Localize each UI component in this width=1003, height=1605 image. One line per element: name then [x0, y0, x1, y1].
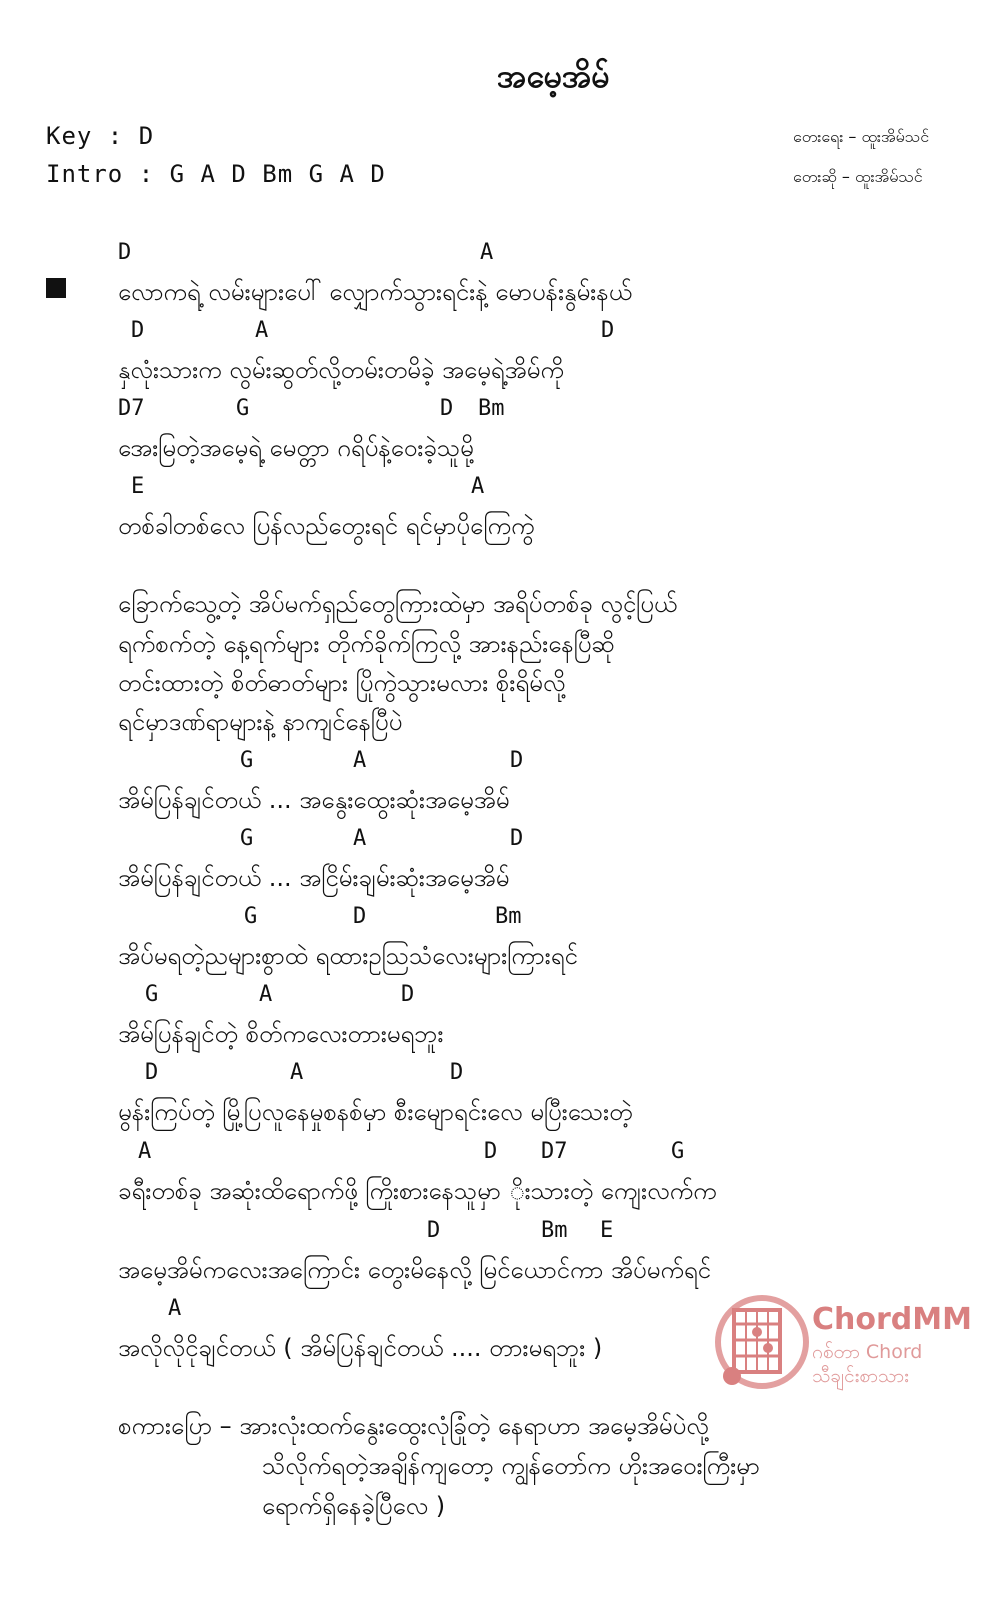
chord: G [145, 982, 159, 1007]
chord: D [131, 318, 145, 343]
chord: A [255, 318, 269, 343]
chord: D7 [118, 396, 145, 421]
chord: D [440, 396, 454, 421]
lyric-line: အိမ်ပြန်ချင်တဲ့ စိတ်ကလေးတားမရဘူး [118, 1020, 444, 1048]
chord: A [353, 826, 367, 851]
lyric-line: တင်းထားတဲ့ စိတ်ဓာတ်များ ပြိုကွဲသွားမလား စိုးရိမ်လို့ [118, 669, 566, 697]
intro-chords: Intro : G A D Bm G A D [46, 160, 386, 188]
song-title: အမေ့အိမ် [497, 57, 610, 95]
credit-singer: တေးဆို – ထူးအိမ်သင် [793, 167, 923, 186]
lyric-line: လောကရဲ့ လမ်းများပေါ် လျှောက်သွားရင်းနဲ့ မောပန်းနွမ်းနယ် [118, 278, 632, 306]
lyric-line: ရင်မှာဒဏ်ရာများနဲ့ နာကျင်နေပြီပဲ [118, 708, 403, 736]
lyric-line: ခြောက်သွေ့တဲ့ အိပ်မက်ရှည်တွေကြားထဲမှာ အရိပ်တစ်ခု လွင့်ပြယ် [118, 590, 678, 618]
guitar-chart-icon [712, 1292, 812, 1392]
chord: D [118, 240, 132, 265]
chord: G [671, 1139, 685, 1164]
chord: D7 [541, 1139, 568, 1164]
spoken-line: ရောက်ရှိနေခဲ့ပြီလေ ) [262, 1492, 446, 1520]
lyric-line: အိမ်ပြန်ချင်တယ် ... အနွေးထွေးဆုံးအမေ့အိမ် [118, 786, 510, 814]
logo-subtitle: ဂစ်တာ Chord [812, 1341, 923, 1363]
chord: D [510, 748, 524, 773]
spoken-line: သိလိုက်ရတဲ့အချိန်ကျတော့ ကျွန်တော်က ဟိုးအဝေးကြီးမှာ [262, 1452, 760, 1480]
lyric-line: အိမ်ပြန်ချင်တယ် ... အငြိမ်းချမ်းဆုံးအမေ့အိမ် [118, 864, 510, 892]
chord: D [601, 318, 615, 343]
song-key: Key : D [46, 122, 155, 150]
chord: D [427, 1218, 441, 1243]
chord: D [484, 1139, 498, 1164]
lyric-line: အမေ့အိမ်ကလေးအကြောင်း တွေးမိနေလို့ မြင်ယောင်ကာ အိပ်မက်ရင် [118, 1256, 711, 1284]
lyric-line: မွန်းကြပ်တဲ့ မြို့ပြလူနေမှုစနစ်မှာ စီးမျောရင်းလေ မပြီးသေးတဲ့ [118, 1098, 633, 1126]
chord: D [145, 1060, 159, 1085]
chord: A [168, 1296, 182, 1321]
chord: A [471, 474, 485, 499]
chord: Bm [541, 1218, 568, 1243]
chordmm-logo [712, 1290, 972, 1400]
credit-writer: တေးရေး – ထူးအိမ်သင် [793, 127, 930, 146]
verse-marker [46, 278, 66, 298]
chord: A [290, 1060, 304, 1085]
chord: G [236, 396, 250, 421]
chord: A [480, 240, 494, 265]
chord: D [353, 904, 367, 929]
chord: A [138, 1139, 152, 1164]
chord: Bm [495, 904, 522, 929]
chord: D [510, 826, 524, 851]
chord: E [600, 1218, 614, 1243]
chord: D [401, 982, 415, 1007]
chord: G [244, 904, 258, 929]
chord: A [353, 748, 367, 773]
logo-subtitle-2: သီချင်းစာသား [812, 1365, 909, 1387]
lyric-line: အလိုလိုငိုချင်တယ် ( အိမ်ပြန်ချင်တယ် .... တားမရဘူး ) [118, 1334, 603, 1362]
chord: E [131, 474, 145, 499]
chord: A [259, 982, 273, 1007]
lyric-line: အိပ်မရတဲ့ညများစွာထဲ ရထားဥသြသံလေးများကြားရင် [118, 942, 578, 970]
lyric-line: အေးမြတဲ့အမေ့ရဲ့ မေတ္တာ ဂရိပ်နဲ့ဝေးခဲ့သူမို့ [118, 434, 474, 462]
logo-name: ChordMM [812, 1302, 972, 1337]
lyric-line: နှလုံးသားက လွမ်းဆွတ်လို့တမ်းတမိခဲ့ အမေ့ရဲ့အိမ်ကို [118, 356, 564, 384]
lyric-line: ရက်စက်တဲ့ နေ့ရက်များ တိုက်ခိုက်ကြလို့ အားနည်းနေပြီဆို [118, 630, 615, 658]
chord: D [450, 1060, 464, 1085]
lyric-line: တစ်ခါတစ်လေ ပြန်လည်တွေးရင် ရင်မှာပိုကြေကွဲ [118, 512, 535, 540]
chord: G [240, 826, 254, 851]
lyric-line: ခရီးတစ်ခု အဆုံးထိရောက်ဖို့ ကြိုးစားနေသူမှာ ိုးသားတဲ့ ကျေးလက်က [118, 1177, 717, 1205]
chord: G [240, 748, 254, 773]
spoken-line: စကားပြော – အားလုံးထက်နွေးထွေးလုံခြုံတဲ့ နေရာဟာ အမေ့အိမ်ပဲလို့ [118, 1412, 709, 1440]
chord: Bm [478, 396, 505, 421]
